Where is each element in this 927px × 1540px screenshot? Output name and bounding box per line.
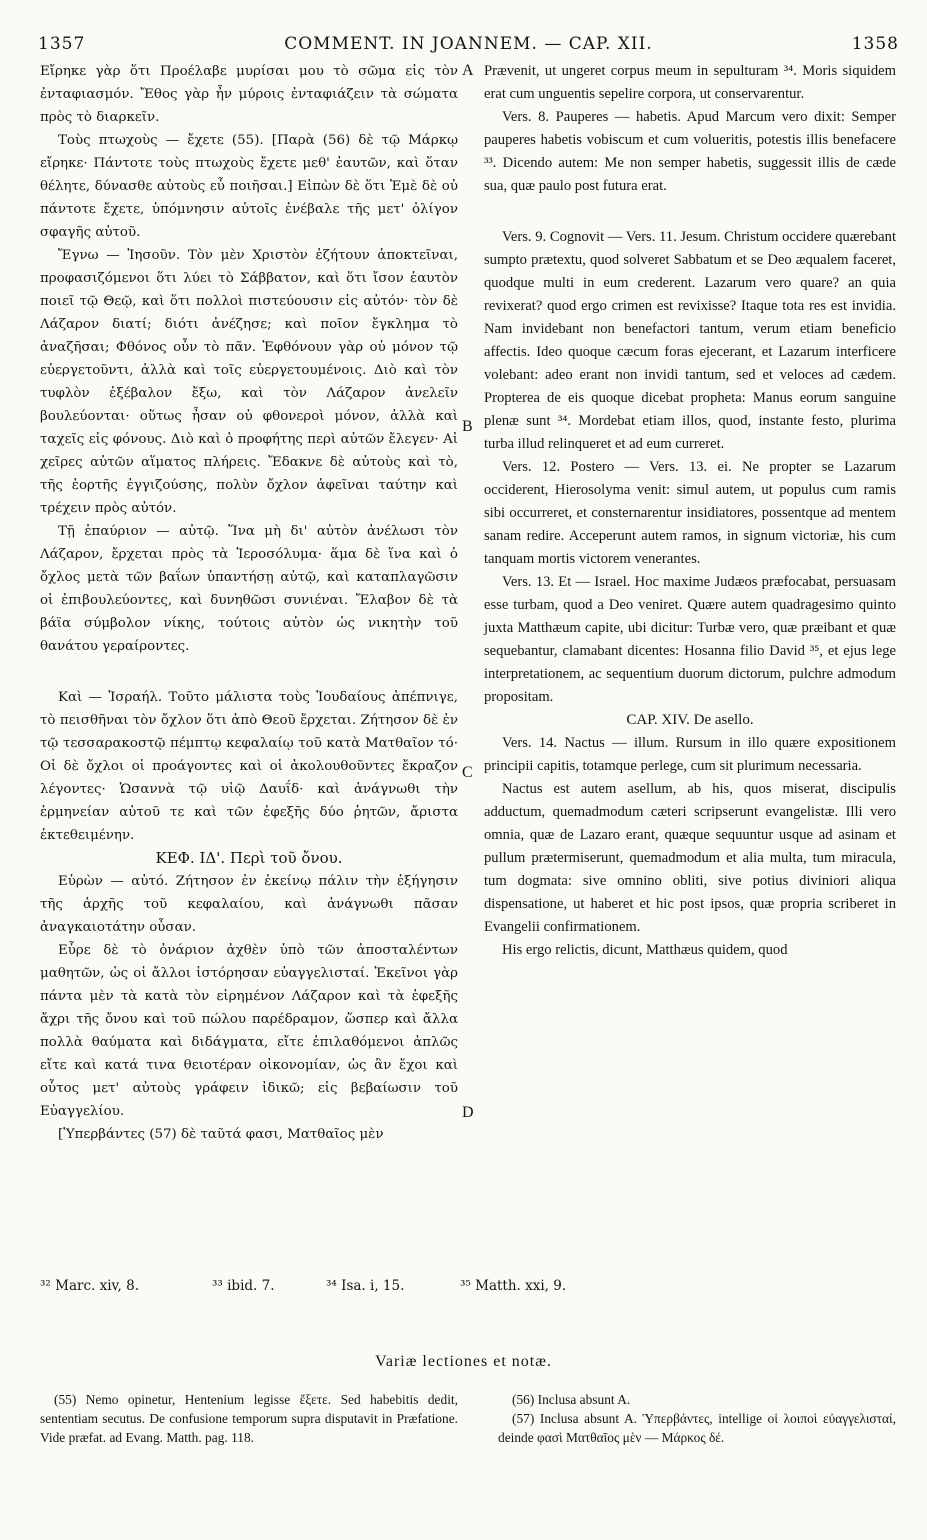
footnote: ³³ ibid. 7. [212, 1278, 275, 1294]
greek-chapter-heading: ΚΕΦ. ΙΔ'. Περὶ τοῦ ὄνου. [155, 849, 343, 867]
latin-paragraph: Vers. 13. Et — Israel. Hoc maxime Judæos præfocabat, persuasam esse turbam, quod a Deo veniret. Quære autem quadragesimo quinto juxta Matthæum capite, ubi dicitur: Turbæ vero, quæ præibant et quæ sequebantur, clamabant dicentes: Hosanna filio David ³⁵, et ejus lege interpretationem, ac sequentium duorum dictorum, pulchre admodum propositam. [484, 574, 896, 705]
page-number-left: 1357 [38, 34, 86, 54]
page-header [38, 34, 899, 60]
latin-paragraph: Vers. 8. Pauperes — habetis. Apud Marcum vero dixit: Semper pauperes habetis vobiscum et cum volueritis, potestis illis benefacere ³³. Dicendo autem: Me non semper habetis, suggessit illis de cæde sua, quæ paulo post futura erat. [484, 109, 896, 194]
latin-column [484, 60, 896, 962]
latin-chapter-heading: CAP. XIV. De asello. [626, 712, 754, 728]
latin-paragraph: Vers. 14. Nactus — illum. Rursum in illo quære expositionem principii capitis, totamque perlege, cum sit plurimum necessaria. [484, 735, 896, 774]
footnotes-line [40, 1278, 897, 1300]
greek-paragraph: Εὑρὼν — αὐτό. Ζήτησον ἐν ἐκείνῳ πάλιν τὴν ἐξήγησιν τῆς ἀρχῆς τοῦ κεφαλαίου, καὶ ἀνάγνωθι πᾶσαν ἀναγκαιοτάτην οὖσαν. [40, 874, 458, 935]
note-paragraph: (56) Inclusa absunt A. [512, 1392, 631, 1407]
margin-letter-d: D [462, 1104, 474, 1121]
latin-paragraph: Nactus est autem asellum, ab his, quos miserat, discipulis adductum, quemadmodum cæteri scripserunt evangelistæ. Illi vero omnia, quæ de Lazaro erant, quæque sequuntur usque ad asinam et pullum prætermiserunt, quemadmodum et alia multa, tum miracula, tum dogmata: sive omnino obliti, sive potius diviniori aliqua dispensatione, ut haberet et hic post ipsos, quæ propria scriberet in Evangelii confirmationem. [484, 781, 896, 935]
margin-letter-c: C [462, 764, 473, 781]
footnote: ³⁵ Matth. xxi, 9. [460, 1278, 567, 1294]
greek-column [40, 60, 458, 1146]
greek-paragraph: Τοὺς πτωχοὺς — ἔχετε (55). [Παρὰ (56) δὲ τῷ Μάρκῳ εἴρηκε· Πάντοτε τοὺς πτωχοὺς ἔχετε μεθ' ἑαυτῶν, καὶ ὅταν θέλητε, δύνασθε αὐτοὺς εὖ ποιῆσαι.] Εἰπὼν δὲ ὅτι Ἐμὲ δὲ οὐ πάντοτε ἔχετε, ὑπόμνησιν αὐτοῖς ἐνέβαλε τῆς μετ' ὀλίγον σφαγῆς αὐτοῦ. [40, 133, 458, 240]
greek-paragraph: Ἔγνω — Ἰησοῦν. Τὸν μὲν Χριστὸν ἐζήτουν ἀποκτεῖναι, προφασιζόμενοι ὅτι λύει τὸ Σάββατον, καὶ ὅτι ἴσον ἑαυτὸν ποιεῖ τῷ Θεῷ, καὶ ὅτι πολλοὶ πιστεύουσιν εἰς αὐτόν· τὸν δὲ Λάζαρον διατί; διότι ἀνέζησε; καὶ ποῖον ἔγκλημα τὸ ἀναζῆσαι; Φθόνος οὖν τὸ πᾶν. Ἐφθόνουν γὰρ οὐ μόνον τῷ εὐεργετοῦντι, ἀλλὰ καὶ τοῖς εὐεργετουμένοις. Διὸ καὶ τὸν τυφλὸν ἐξέβαλον ἔξω, καὶ τὸν Λάζαρον ἀνελεῖν βουλεύονται· οὕτως ἦσαν οὐ φθονεροὶ μόνον, ἀλλὰ καὶ ταχεῖς εἰς φόνους. Διὸ καὶ ὁ προφήτης περὶ αὐτῶν ἔλεγεν· Αἱ χεῖρες αὐτῶν αἵματος πλήρεις. Ἔδακνε δὲ αὐτοὺς καὶ τὸ, τῆς ἑορτῆς ἐγγιζούσης, πολὺν ὄχλον ἀφεῖναι ταύτην καὶ τρέχειν πρὸς αὐτόν. [40, 248, 458, 516]
greek-paragraph: Εὗρε δὲ τὸ ὀνάριον ἀχθὲν ὑπὸ τῶν ἀποσταλέντων μαθητῶν, ὡς οἱ ἄλλοι ἱστόρησαν εὐαγγελισταί. Ἐκεῖνοι γὰρ πάντα μὲν τὰ κατὰ τὸν εἰρημένον Λάζαρον καὶ τὰ ἐφεξῆς ἄχρι τῆς ὄνου καὶ τοῦ πώλου παρέδραμον, ὥσπερ καὶ ἄλλα πολλὰ θαύματα καὶ διδάγματα, εἴτε ἐπιλαθόμενοι ἁπλῶς εἴτε καὶ κατά τινα θειοτέραν οἰκονομίαν, ὡς ἂν ἔχοι καὶ οὗτος μετ' αὐτοὺς γράφειν ἰδικῶ; εἰς βεβαίωσιν τοῦ Εὐαγγελίου. [40, 943, 458, 1119]
page-number-right: 1358 [851, 34, 899, 54]
footnote: ³⁴ Isa. i, 15. [326, 1278, 405, 1294]
greek-paragraph: Εἴρηκε γὰρ ὅτι Προέλαβε μυρίσαι μου τὸ σῶμα εἰς τὸν ἐνταφιασμόν. Ἔθος γὰρ ἦν μύροις ἐνταφιάζειν τὰ σώματα πρὸς τὸ διαρκεῖν. [40, 64, 458, 125]
greek-paragraph: Τῇ ἐπαύριον — αὐτῷ. Ἵνα μὴ δι' αὐτὸν ἀνέλωσι τὸν Λάζαρον, ἔρχεται πρὸς τὰ Ἱεροσόλυμα· ἅμα δὲ ἵνα καὶ ὁ ὄχλος μετὰ τῶν βαΐων ὑπαντήσῃ αὐτῷ, καὶ καταπλαγῶσιν οἱ ἐπιβουλεύοντες, καὶ δυνηθῶσι συνιέναι. Ἔλαβον δὲ τὰ βάϊα σύμβολον νίκης, τούτοις αὐτὸν ὡς νικητὴν τοῦ θανάτου γεραίροντες. [40, 524, 458, 654]
latin-paragraph: Vers. 9. Cognovit — Vers. 11. Jesum. Christum occidere quærebant sumpto prætextu, quod solveret Sabbatum et se Deo æqualem faceret, quodque multi in eum crederent. Lazarum vero quare? an quia revixerat? quod ergo crimen est revixisse? Itaque tota res est invidia. Nam invidebant non benefactori tantum, verum etiam beneficio affectis. Ideo quoque cæcum foras ejecerant, et Lazarum interficere volebant: adeo erant non invidi tantum, sed et veloces ad cædem. Propterea de eis quoque dicebat propheta: Manus eorum sanguine plenæ sunt ³⁴. Mordebat etiam illos, quod, instante festo, plurima turba illud relinqueret et ad eum curreret. [484, 229, 896, 452]
running-title: COMMENT. IN JOANNEM. — CAP. XII. [284, 34, 653, 54]
margin-letter-a: A [462, 62, 474, 79]
greek-paragraph: Καὶ — Ἰσραήλ. Τοῦτο μάλιστα τοὺς Ἰουδαίους ἀπέπνιγε, τὸ πεισθῆναι τὸν ὄχλον ὅτι ἀπὸ Θεοῦ ἔρχεται. Ζήτησον δὲ ἐν τῷ τεσσαρακοστῷ πέμπτῳ κεφαλαίῳ τοῦ κατὰ Ματθαῖον τό· Οἱ δὲ ὄχλοι οἱ προάγοντες καὶ οἱ ἀκολουθοῦντες ἔκραζον λέγοντες· Ὡσαννὰ τῷ υἱῷ Δαυΐδ· καὶ ἀνάγνωθι τὴν ἑρμηνείαν αὐτοῦ τε καὶ τῶν ἐφεξῆς δύο ῥητῶν, ἄριστα ἐκτεθειμένην. [40, 690, 458, 843]
variae-lectiones-title: Variæ lectiones et notæ. [375, 1353, 552, 1370]
margin-letter-b: B [462, 418, 473, 435]
notes-left-column [40, 1390, 458, 1447]
footnote: ³² Marc. xiv, 8. [40, 1278, 140, 1294]
latin-paragraph: Prævenit, ut ungeret corpus meum in sepulturam ³⁴. Moris siquidem erat cum unguentis sepelire corpora, ut conservarentur. [484, 63, 896, 102]
latin-paragraph: Vers. 12. Postero — Vers. 13. ei. Ne propter se Lazarum occiderent, Hierosolyma venit: simul autem, ut populus cum ramis sibi occurreret, et consternarentur insidiatores, possentque ad mentem sanam redire. Acceperunt autem ramos, in signum victoriæ, his cum tanquam mortis victorem venerantes. [484, 459, 896, 567]
latin-paragraph: His ergo relictis, dicunt, Matthæus quidem, quod [502, 942, 788, 958]
notes-right-column [498, 1390, 896, 1447]
note-paragraph: (55) Nemo opinetur, Hentenium legisse ἕξετε. Sed habebitis dedit, sententiam secutus. De confusione temporum supra disputavit in Præfatione. Vide præfat. ad Evang. Matth. pag. 118. [40, 1392, 458, 1445]
note-paragraph: (57) Inclusa absunt A. Ὑπερβάντες, intellige οἱ λοιποὶ εὐαγγελισταί, deinde φασὶ Ματθαῖος μὲν — Μάρκος δέ. [498, 1411, 896, 1445]
greek-paragraph: [Ὑπερβάντες (57) δὲ ταῦτά φασι, Ματθαῖος μὲν [58, 1127, 384, 1142]
